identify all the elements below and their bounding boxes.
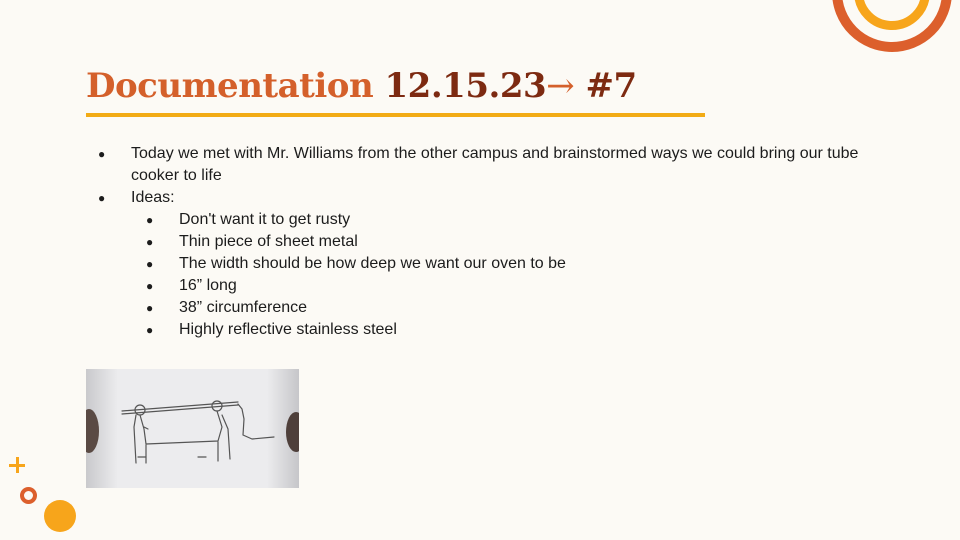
bullet-icon: ● — [146, 213, 154, 227]
bullet-text: Thin piece of sheet metal — [179, 233, 358, 250]
dot-icon — [44, 500, 76, 532]
bullet-icon: ● — [146, 257, 154, 271]
bullet-text: 16” long — [179, 277, 237, 294]
sub-bullet-item — [96, 231, 896, 253]
bullet-icon: ● — [146, 279, 154, 293]
bullet-icon: ● — [98, 147, 106, 161]
slide-title — [86, 64, 637, 108]
sketch-photo — [86, 369, 299, 488]
bullet-item — [96, 143, 896, 187]
bullet-icon: ● — [146, 301, 154, 315]
sub-bullet-item — [96, 209, 896, 231]
bullet-icon: ● — [146, 323, 154, 337]
sub-bullet-item — [96, 253, 896, 275]
title-word: Documentation — [86, 66, 374, 106]
bullet-icon: ● — [146, 235, 154, 249]
plus-icon — [7, 455, 27, 475]
bullet-text: Highly reflective stainless steel — [179, 321, 397, 338]
bullet-text: Today we met with Mr. Williams from the other campus and brainstormed ways we could bring our tube cooker to life — [131, 145, 859, 184]
title-number: #7 — [585, 66, 637, 106]
bullet-text: Don't want it to get rusty — [179, 211, 351, 228]
sub-bullet-item — [96, 297, 896, 319]
bullet-icon: ● — [98, 191, 106, 205]
title-underline — [86, 113, 705, 117]
bullet-item — [96, 187, 896, 209]
bullet-list — [96, 143, 896, 341]
sub-bullet-item — [96, 319, 896, 341]
title-date: 12.15.23 — [384, 66, 547, 106]
bullet-text: The width should be how deep we want our oven to be — [179, 255, 566, 272]
sub-bullet-item — [96, 275, 896, 297]
small-ring-icon — [20, 487, 37, 504]
bullet-text: Ideas: — [131, 189, 175, 206]
title-arrow: → — [546, 66, 575, 106]
bullet-text: 38” circumference — [179, 299, 308, 316]
